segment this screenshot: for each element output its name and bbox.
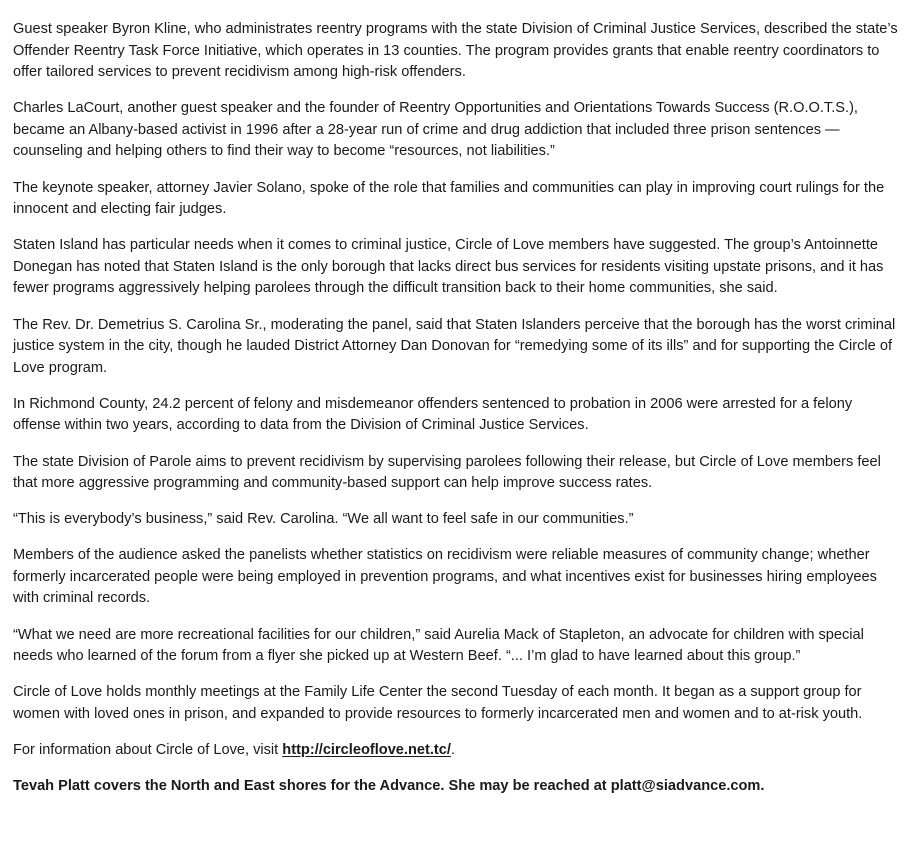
paragraph-quote-carolina: “This is everybody’s business,” said Rev. Carolina. “We all want to feel safe in our communities.”	[13, 511, 634, 528]
paragraph-staten-island-needs: Staten Island has particular needs when it comes to criminal justice, Circle of Love members have suggested. The group’s Antoinnette Donegan has noted that Staten Island is the only borough that lacks direct bus services for residents visiting upstate prisons, and it has fewer programs aggressively helping parolees through the difficult transition back to their home communities, she said.	[13, 237, 884, 297]
info-prefix: For information about Circle of Love, visit	[13, 741, 283, 758]
paragraph-richmond-county: In Richmond County, 24.2 percent of felony and misdemeanor offenders sentenced to probation in 2006 were arrested for a felony offense within two years, according to data from the Division of Criminal Justice Services.	[13, 395, 853, 434]
paragraph-carolina: The Rev. Dr. Demetrius S. Carolina Sr., moderating the panel, said that Staten Islanders perceive that the borough has the worst criminal justice system in the city, though he lauded District Attorney Dan Donovan for “remedying some of its ills” and for supporting the Circle of Love program.	[13, 316, 896, 376]
paragraph-info	[13, 740, 902, 762]
paragraph-quote-mack: “What we need are more recreational facilities for our children,” said Aurelia Mack of Stapleton, an advocate for children with special needs who learned of the forum from a flyer she picked up at Western Beef. “... I’m glad to have learned about this group.”	[13, 626, 864, 665]
paragraph-audience: Members of the audience asked the panelists whether statistics on recidivism were reliable measures of community change; whether formerly incarcerated people were being employed in prevention programs, and what incentives exist for businesses hiring employees with criminal records.	[13, 547, 877, 607]
paragraph-lacourt: Charles LaCourt, another guest speaker and the founder of Reentry Opportunities and Orientations Towards Success (R.O.O.T.S.), became an Albany-based activist in 1996 after a 28-year run of crime and drug addiction that included three prison sentences — counseling and helping others to find their way to become “resources, not liabilities.”	[13, 100, 858, 160]
paragraph-solano: The keynote speaker, attorney Javier Solano, spoke of the role that families and communities can play in improving court rulings for the innocent and electing fair judges.	[13, 179, 885, 218]
info-suffix: .	[450, 741, 456, 758]
author-byline: Tevah Platt covers the North and East shores for the Advance. She may be reached at platt@siadvance.com.	[13, 778, 765, 795]
paragraph-kline: Guest speaker Byron Kline, who administrates reentry programs with the state Division of Criminal Justice Services, described the state’s Offender Reentry Task Force Initiative, which operates in 13 counties. The program provides grants that enable reentry coordinators to offer tailored services to prevent recidivism among high-risk offenders.	[13, 21, 898, 81]
paragraph-parole: The state Division of Parole aims to prevent recidivism by supervising parolees following their release, but Circle of Love members feel that more aggressive programming and community-based support can help improve success rates.	[13, 453, 881, 492]
paragraph-meetings: Circle of Love holds monthly meetings at the Family Life Center the second Tuesday of each month. It began as a support group for women with loved ones in prison, and expanded to provide resources to formerly incarcerated men and women and to at-risk youth.	[13, 684, 863, 722]
circle-of-love-link[interactable]: http://circleoflove.net.tc/	[282, 741, 451, 758]
